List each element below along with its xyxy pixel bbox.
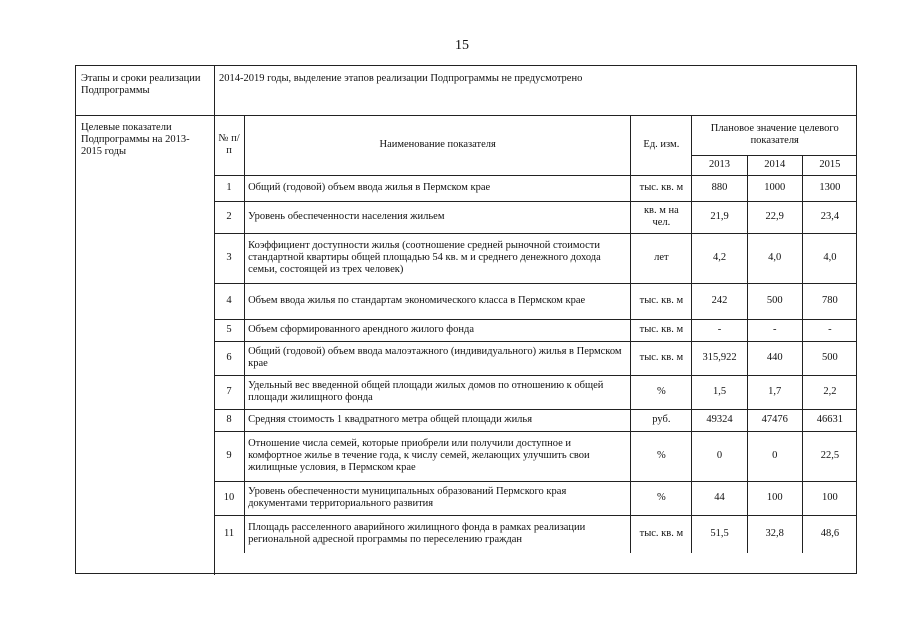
value-2013: 49324 xyxy=(692,409,747,431)
header-name: Наименование показателя xyxy=(245,115,631,175)
value-2013: - xyxy=(692,319,747,341)
indicator-unit: % xyxy=(631,431,692,481)
value-2013: 0 xyxy=(692,431,747,481)
indicator-name: Общий (годовой) объем ввода жилья в Пермском крае xyxy=(245,175,631,201)
value-2015: 780 xyxy=(802,283,857,319)
row-number: 8 xyxy=(214,409,245,431)
row-number: 6 xyxy=(214,341,245,375)
table-row xyxy=(214,341,857,375)
table-row xyxy=(214,409,857,431)
value-2013: 315,922 xyxy=(692,341,747,375)
indicator-unit: тыс. кв. м xyxy=(631,341,692,375)
indicator-unit: тыс. кв. м xyxy=(631,283,692,319)
value-2013: 51,5 xyxy=(692,515,747,553)
value-2013: 21,9 xyxy=(692,201,747,233)
header-num: № п/п xyxy=(214,115,245,175)
indicator-unit: кв. м на чел. xyxy=(631,201,692,233)
row-number: 5 xyxy=(214,319,245,341)
row-number: 2 xyxy=(214,201,245,233)
value-2014: 1000 xyxy=(747,175,802,201)
indicator-name: Уровень обеспеченности муниципальных образований Пермского края документами территориального развития xyxy=(245,481,631,515)
table-row xyxy=(214,175,857,201)
stages-label: Этапы и сроки реализации Подпрограммы xyxy=(81,73,201,96)
value-2015: 48,6 xyxy=(802,515,857,553)
row-number: 10 xyxy=(214,481,245,515)
value-2014: 100 xyxy=(747,481,802,515)
header-year-2014: 2014 xyxy=(747,155,802,175)
value-2014: 47476 xyxy=(747,409,802,431)
row-number: 7 xyxy=(214,375,245,409)
value-2014: 32,8 xyxy=(747,515,802,553)
table-row xyxy=(214,375,857,409)
table-row xyxy=(214,431,857,481)
header-plan: Плановое значение целевого показателя xyxy=(692,115,857,155)
indicator-name: Средняя стоимость 1 квадратного метра общей площади жилья xyxy=(245,409,631,431)
value-2014: - xyxy=(747,319,802,341)
value-2015: 500 xyxy=(802,341,857,375)
header-row xyxy=(214,115,857,155)
table-row xyxy=(214,233,857,283)
indicator-unit: тыс. кв. м xyxy=(631,515,692,553)
value-2015: 4,0 xyxy=(802,233,857,283)
stages-value: 2014-2019 годы, выделение этапов реализации Подпрограммы не предусмотрено xyxy=(219,73,583,84)
value-2013: 4,2 xyxy=(692,233,747,283)
indicator-unit: % xyxy=(631,481,692,515)
header-unit: Ед. изм. xyxy=(631,115,692,175)
value-2014: 4,0 xyxy=(747,233,802,283)
passport-table xyxy=(75,65,857,574)
value-2015: 22,5 xyxy=(802,431,857,481)
indicator-unit: лет xyxy=(631,233,692,283)
indicator-unit: руб. xyxy=(631,409,692,431)
value-2013: 242 xyxy=(692,283,747,319)
value-2015: 46631 xyxy=(802,409,857,431)
row-number: 9 xyxy=(214,431,245,481)
indicator-unit: тыс. кв. м xyxy=(631,175,692,201)
indicator-name: Уровень обеспеченности населения жильем xyxy=(245,201,631,233)
table-row xyxy=(214,515,857,553)
indicator-name: Коэффициент доступности жилья (соотношение средней рыночной стоимости стандартной квартиры общей площадью 54 кв. м и среднего денежного дохода семьи, состоящей из трех человек) xyxy=(245,233,631,283)
indicators-table xyxy=(214,115,857,553)
value-2015: - xyxy=(802,319,857,341)
value-2014: 0 xyxy=(747,431,802,481)
table-row xyxy=(214,201,857,233)
value-2014: 1,7 xyxy=(747,375,802,409)
value-2014: 500 xyxy=(747,283,802,319)
indicator-unit: % xyxy=(631,375,692,409)
indicator-name: Объем сформированного арендного жилого фонда xyxy=(245,319,631,341)
value-2015: 23,4 xyxy=(802,201,857,233)
header-year-2015: 2015 xyxy=(802,155,857,175)
table-row xyxy=(214,481,857,515)
table-row xyxy=(214,283,857,319)
indicator-name: Отношение числа семей, которые приобрели или получили доступное и комфортное жилье в течение года, к числу семей, желающих улучшить свои жилищные условия, в Пермском крае xyxy=(245,431,631,481)
table-row xyxy=(214,319,857,341)
row-number: 11 xyxy=(214,515,245,553)
page-number: 15 xyxy=(455,38,469,53)
indicators-body xyxy=(214,175,857,553)
value-2013: 1,5 xyxy=(692,375,747,409)
row-number: 3 xyxy=(214,233,245,283)
header-year-2013: 2013 xyxy=(692,155,747,175)
indicator-name: Площадь расселенного аварийного жилищного фонда в рамках реализации региональной адресной программы по переселению граждан xyxy=(245,515,631,553)
value-2015: 100 xyxy=(802,481,857,515)
indicator-name: Общий (годовой) объем ввода малоэтажного (индивидуального) жилья в Пермском крае xyxy=(245,341,631,375)
targets-label: Целевые показатели Подпрограммы на 2013-2015 годы xyxy=(81,122,190,157)
indicator-name: Удельный вес введенной общей площади жилых домов по отношению к общей площади жилищного фонда xyxy=(245,375,631,409)
row-number: 4 xyxy=(214,283,245,319)
value-2015: 2,2 xyxy=(802,375,857,409)
value-2015: 1300 xyxy=(802,175,857,201)
value-2014: 440 xyxy=(747,341,802,375)
indicator-name: Объем ввода жилья по стандартам экономического класса в Пермском крае xyxy=(245,283,631,319)
row-number: 1 xyxy=(214,175,245,201)
value-2013: 44 xyxy=(692,481,747,515)
indicator-unit: тыс. кв. м xyxy=(631,319,692,341)
value-2013: 880 xyxy=(692,175,747,201)
value-2014: 22,9 xyxy=(747,201,802,233)
